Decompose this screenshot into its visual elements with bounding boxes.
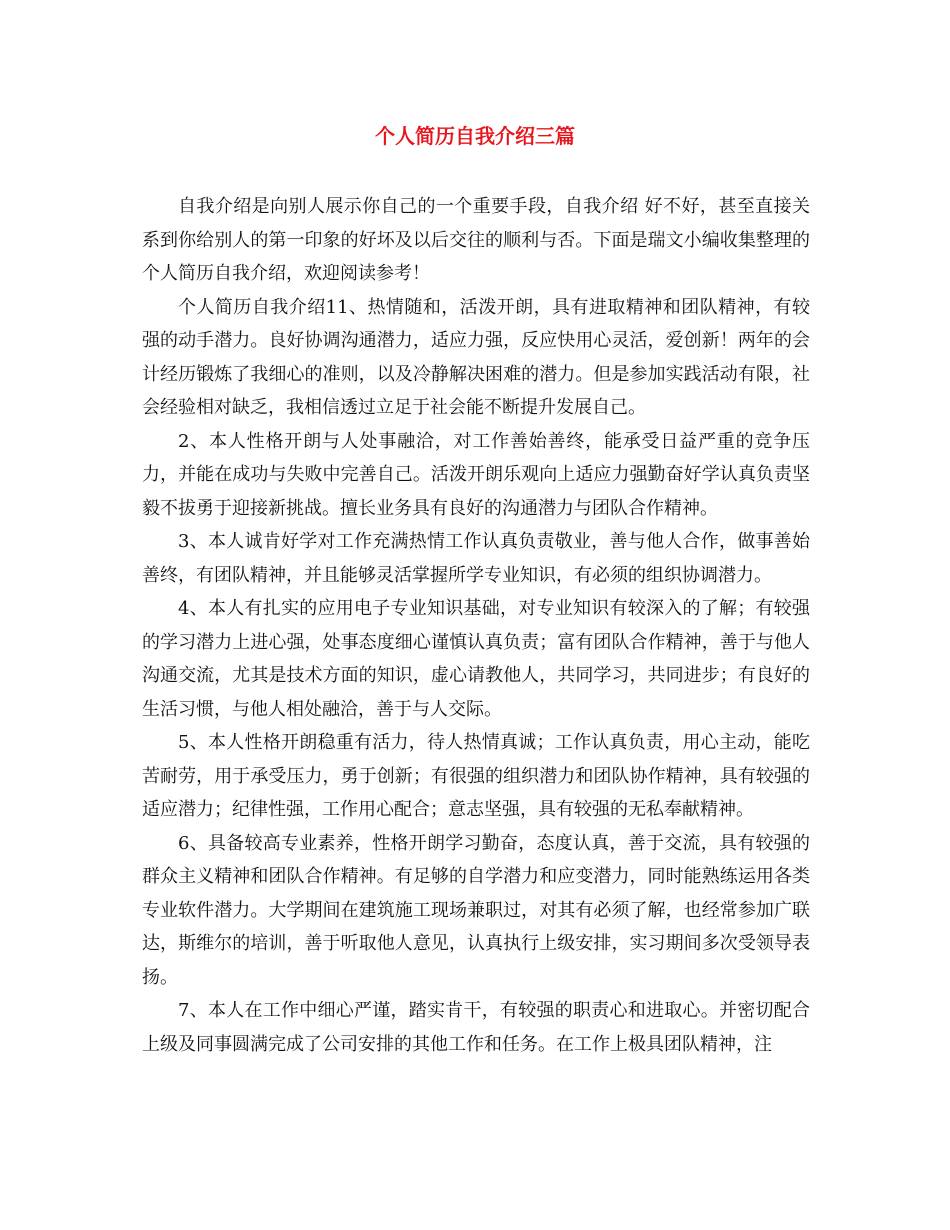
document-body [142,190,810,1061]
paragraph-2: 2、本人性格开朗与人处事融洽，对工作善始善终，能承受日益严重的竞争压力，并能在成功与失败中完善自己。活泼开朗乐观向上适应力强勤奋好学认真负责坚毅不拔勇于迎接新挑战。擅长业务具有良好的沟通潜力与团队合作精神。 [142,430,810,519]
document-title: 个人简历自我介绍三篇 [375,124,575,148]
paragraph-7: 7、本人在工作中细心严谨，踏实肯干，有较强的职责心和进取心。并密切配合上级及同事圆满完成了公司安排的其他工作和任务。在工作上极具团队精神，注 [142,1000,810,1055]
paragraph-intro: 自我介绍是向别人展示你自己的一个重要手段，自我介绍 好不好，甚至直接关系到你给别人的第一印象的好坏及以后交往的顺利与否。下面是瑞文小编收集整理的个人简历自我介绍，欢迎阅读参考！ [142,196,810,284]
paragraph-4: 4、本人有扎实的应用电子专业知识基础，对专业知识有较深入的了解；有较强的学习潜力上进心强，处事态度细心谨慎认真负责；富有团队合作精神，善于与他人沟通交流，尤其是技术方面的知识，虚心请教他人，共同学习，共同进步；有良好的生活习惯，与他人相处融洽，善于与人交际。 [142,598,810,720]
paragraph-3: 3、本人诚肯好学对工作充满热情工作认真负责敬业，善与他人合作，做事善始善终，有团队精神，并且能够灵活掌握所学专业知识，有必须的组织协调潜力。 [142,531,810,586]
paragraph-1: 个人简历自我介绍11、热情随和，活泼开朗，具有进取精神和团队精神，有较强的动手潜力。良好协调沟通潜力，适应力强，反应快用心灵活，爱创新！两年的会计经历锻炼了我细心的准则，以及冷静解决困难的潜力。但是参加实践活动有限，社会经验相对缺乏，我相信透过立足于社会能不断提升发展自己。 [142,296,810,418]
paragraph-5: 5、本人性格开朗稳重有活力，待人热情真诚；工作认真负责，用心主动，能吃苦耐劳，用于承受压力，勇于创新；有很强的组织潜力和团队协作精神，具有较强的适应潜力；纪律性强，工作用心配合；意志坚强，具有较强的无私奉献精神。 [142,732,810,820]
paragraph-6: 6、具备较高专业素养，性格开朗学习勤奋，态度认真，善于交流，具有较强的群众主义精神和团队合作精神。有足够的自学潜力和应变潜力，同时能熟练运用各类专业软件潜力。大学期间在建筑施工现场兼职过，对其有必须了解，也经常参加广联达，斯维尔的培训，善于听取他人意见，认真执行上级安排，实习期间多次受领导表扬。 [142,832,810,988]
